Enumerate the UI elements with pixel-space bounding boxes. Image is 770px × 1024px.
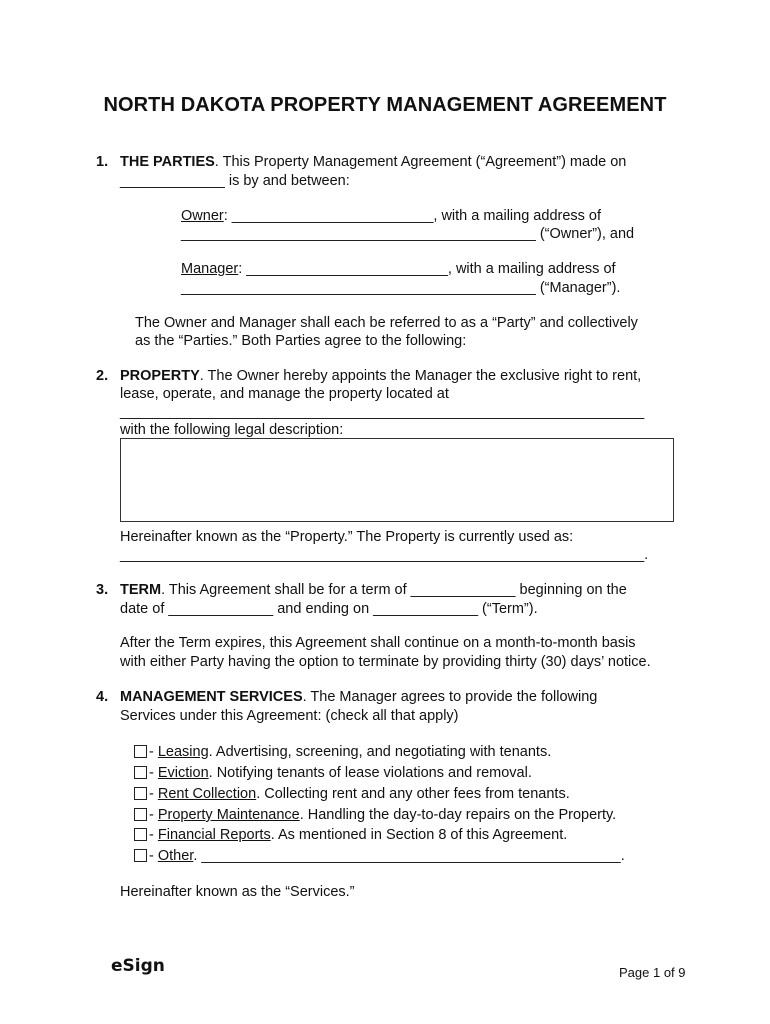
owner-label: Owner bbox=[181, 208, 224, 224]
section-2-line-2: lease, operate, and manage the property located at bbox=[120, 386, 449, 402]
legal-description-label: with the following legal description: bbox=[120, 422, 344, 438]
service-label: Rent Collection bbox=[157, 786, 257, 802]
property-maintenance-checkbox[interactable] bbox=[134, 808, 147, 821]
section-1-text: . This Property Management Agreement (“Agreement”) made on bbox=[214, 154, 627, 170]
service-label: Financial Reports bbox=[157, 827, 271, 843]
property-use-label: Hereinafter known as the “Property.” The Property is currently used as: bbox=[120, 529, 574, 545]
manager-label: Manager bbox=[181, 261, 239, 277]
service-item-financial-reports: - Financial Reports. As mentioned in Section 8 of this Agreement. bbox=[134, 826, 567, 844]
section-1-heading: THE PARTIES bbox=[120, 154, 215, 170]
leasing-checkbox[interactable] bbox=[134, 745, 147, 758]
section-3-number: 3. bbox=[96, 582, 109, 598]
service-description: . As mentioned in Section 8 of this Agreement. bbox=[270, 827, 568, 843]
document-title: NORTH DAKOTA PROPERTY MANAGEMENT AGREEMENT bbox=[103, 94, 667, 116]
service-item-leasing: - Leasing. Advertising, screening, and negotiating with tenants. bbox=[134, 743, 551, 761]
section-4-line-2: Services under this Agreement: (check all that apply) bbox=[120, 708, 459, 724]
section-3-heading: TERM bbox=[120, 582, 162, 598]
service-description: . Handling the day-to-day repairs on the Property. bbox=[299, 807, 617, 823]
section-4-heading: MANAGEMENT SERVICES bbox=[120, 689, 303, 705]
owner-field[interactable]: : _________________________, with a mailing address of bbox=[223, 208, 602, 224]
property-use-field[interactable]: _________________________________________________________________. bbox=[120, 547, 649, 563]
section-2-text: . The Owner hereby appoints the Manager the exclusive right to rent, bbox=[199, 368, 642, 384]
legal-description-box[interactable] bbox=[120, 438, 674, 522]
section-2-line-1 bbox=[120, 367, 641, 385]
eviction-checkbox[interactable] bbox=[134, 766, 147, 779]
service-label: Leasing bbox=[157, 744, 209, 760]
service-label: Property Maintenance bbox=[157, 807, 300, 823]
esign-logo: eSign bbox=[111, 956, 165, 976]
service-label: Other bbox=[157, 848, 194, 864]
service-description: . Advertising, screening, and negotiating with tenants. bbox=[208, 744, 552, 760]
page-number: Page 1 of 9 bbox=[619, 965, 686, 980]
section-3-text[interactable]: . This Agreement shall be for a term of _____________ beginning on the bbox=[161, 582, 627, 598]
owner-line-1 bbox=[181, 207, 601, 225]
term-paragraph-line-1: After the Term expires, this Agreement shall continue on a month-to-month basis bbox=[120, 635, 636, 651]
manager-field[interactable]: : _________________________, with a mailing address of bbox=[238, 261, 616, 277]
financial-reports-checkbox[interactable] bbox=[134, 828, 147, 841]
other-service-field[interactable]: . ____________________________________________________. bbox=[193, 848, 625, 864]
section-1-number: 1. bbox=[96, 154, 109, 170]
owner-address-field[interactable]: ____________________________________________ (“Owner”), and bbox=[181, 226, 635, 242]
manager-address-field[interactable]: ____________________________________________ (“Manager”). bbox=[181, 280, 621, 296]
service-label: Eviction bbox=[157, 765, 209, 781]
section-3-line-2[interactable]: date of _____________ and ending on _____________ (“Term”). bbox=[120, 601, 538, 617]
section-1-line-2[interactable]: _____________ is by and between: bbox=[120, 173, 350, 189]
section-2-heading: PROPERTY bbox=[120, 368, 200, 384]
service-item-eviction: - Eviction. Notifying tenants of lease violations and removal. bbox=[134, 764, 532, 782]
section-2-number: 2. bbox=[96, 368, 109, 384]
parties-paragraph-line-2: as the “Parties.” Both Parties agree to the following: bbox=[135, 333, 467, 349]
term-paragraph-line-2: with either Party having the option to terminate by providing thirty (30) days’ notice. bbox=[120, 654, 651, 670]
rent-collection-checkbox[interactable] bbox=[134, 787, 147, 800]
section-4-text: . The Manager agrees to provide the following bbox=[302, 689, 598, 705]
service-description: . Notifying tenants of lease violations and removal. bbox=[208, 765, 532, 781]
other-checkbox[interactable] bbox=[134, 849, 147, 862]
services-footer-text: Hereinafter known as the “Services.” bbox=[120, 884, 355, 900]
parties-paragraph-line-1: The Owner and Manager shall each be referred to as a “Party” and collectively bbox=[135, 315, 638, 331]
service-item-property-maintenance: - Property Maintenance. Handling the day-to-day repairs on the Property. bbox=[134, 806, 616, 824]
service-description: . Collecting rent and any other fees from tenants. bbox=[256, 786, 570, 802]
property-address-field[interactable]: _________________________________________________________________ bbox=[120, 404, 645, 420]
section-4-line-1 bbox=[120, 688, 597, 706]
section-4-number: 4. bbox=[96, 689, 109, 705]
section-3-line-1[interactable] bbox=[120, 581, 627, 599]
manager-line-1 bbox=[181, 260, 616, 278]
service-item-other: - Other. ____________________________________________________. bbox=[134, 847, 625, 865]
service-item-rent-collection: - Rent Collection. Collecting rent and any other fees from tenants. bbox=[134, 785, 570, 803]
section-1-line-1 bbox=[120, 153, 626, 171]
